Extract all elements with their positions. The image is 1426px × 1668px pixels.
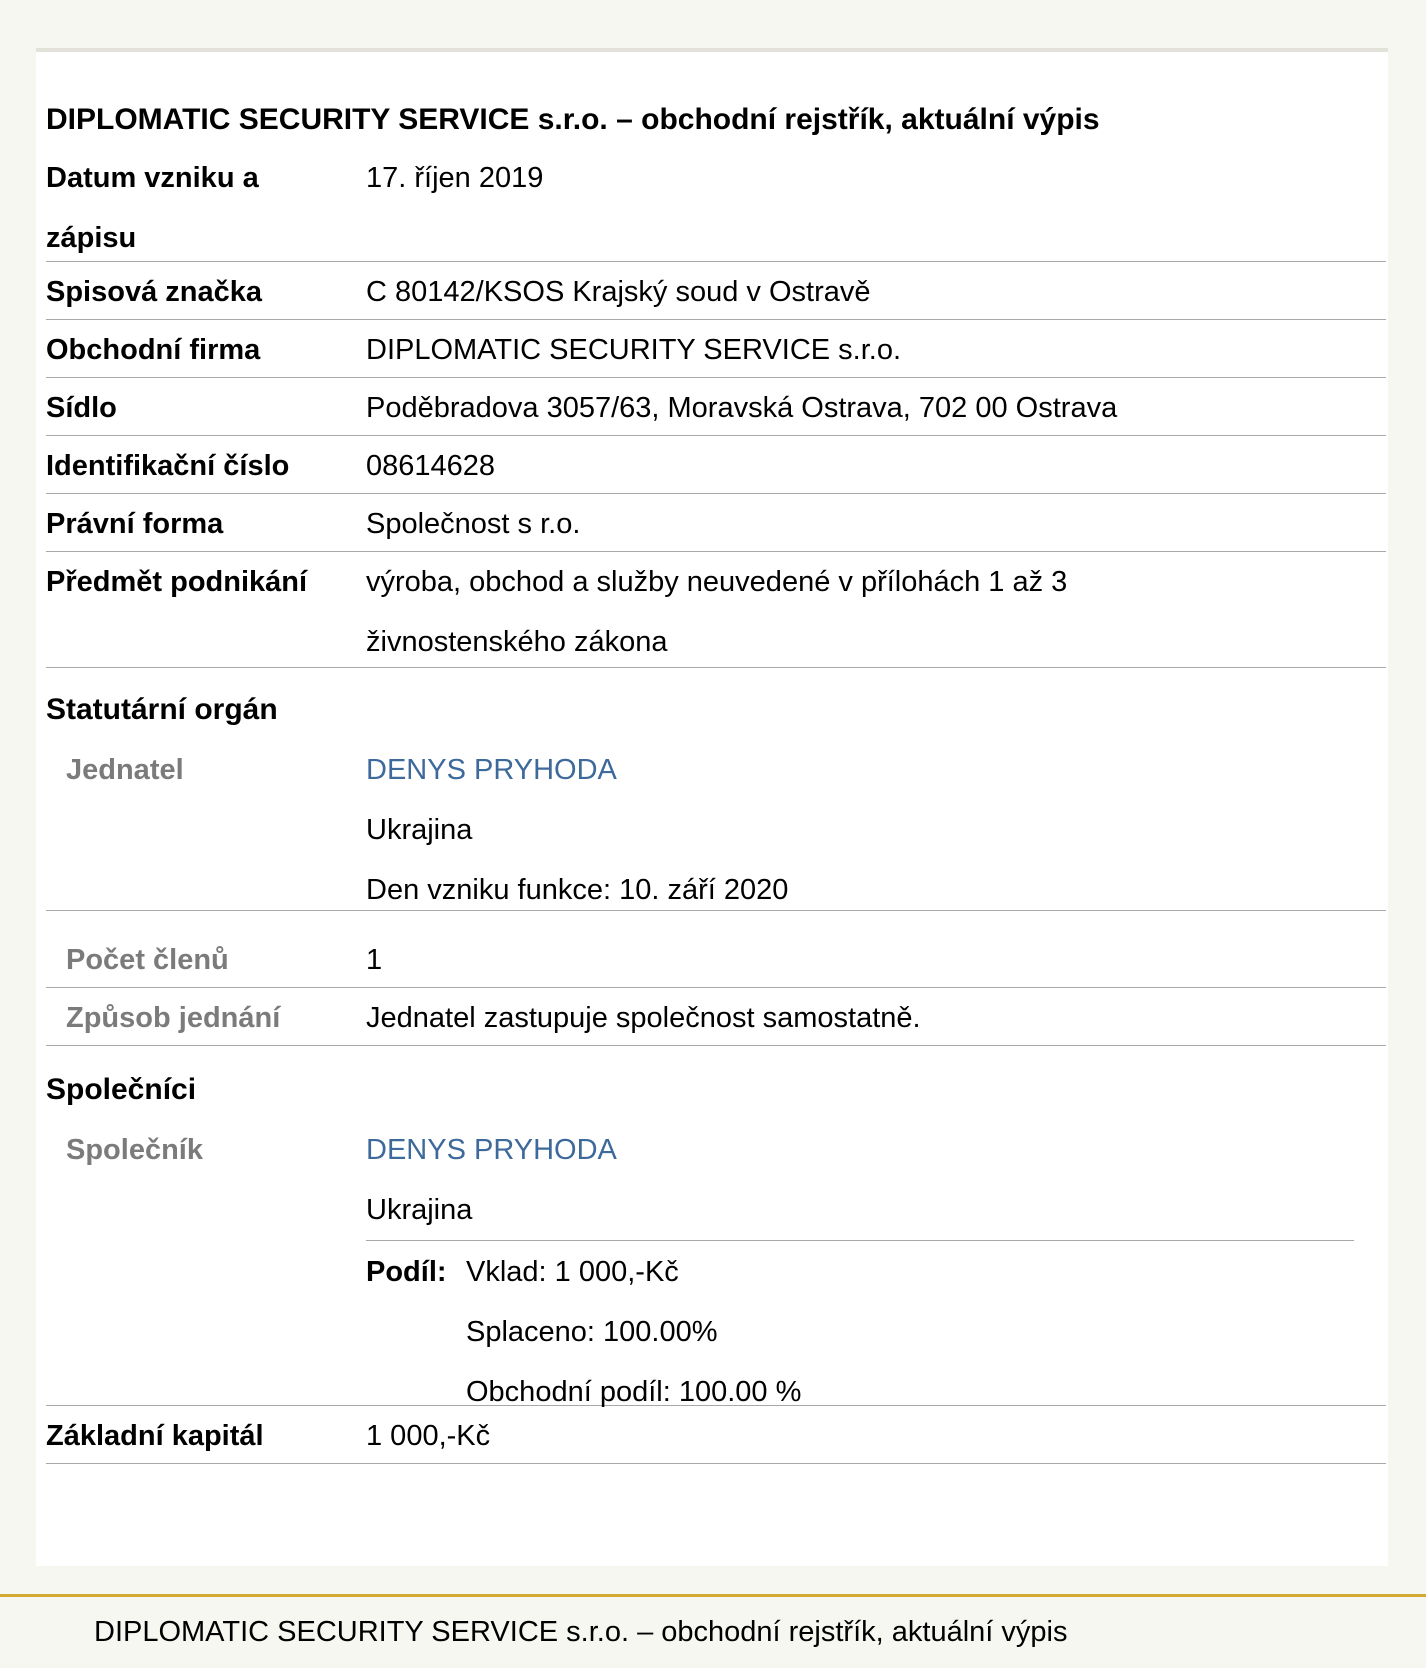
- jednatel-name-link[interactable]: DENYS PRYHODA: [366, 754, 617, 786]
- value-identifikacni-cislo: [366, 436, 1376, 496]
- label-zakladni-kapital: Základní kapitál: [46, 1420, 264, 1452]
- label-pravni-forma: Právní forma: [46, 508, 224, 540]
- row-jednatel: [46, 740, 1386, 911]
- datum-vzniku-text: 17. říjen 2019: [366, 162, 544, 194]
- label-datum-vzniku: Datum vzniku a zápisu: [46, 162, 259, 254]
- row-spolecnik: [46, 1120, 1386, 1406]
- row-pocet-clenu: [46, 930, 1386, 988]
- row-identifikacni-cislo: [46, 436, 1386, 494]
- label-pocet-clenu: Počet členů: [66, 944, 229, 976]
- label-jednatel: Jednatel: [66, 754, 184, 786]
- row-zakladni-kapital: [46, 1406, 1386, 1464]
- value-zakladni-kapital: [366, 1406, 1376, 1466]
- label-spolecnik: Společník: [66, 1134, 203, 1166]
- footer-title: DIPLOMATIC SECURITY SERVICE s.r.o. – obchodní rejstřík, aktuální výpis: [94, 1616, 1068, 1648]
- value-pocet-clenu: [366, 930, 1376, 990]
- row-spisova-znacka: [46, 262, 1386, 320]
- podil-vklad: Vklad: 1 000,-Kč: [466, 1256, 679, 1288]
- extract-card: [36, 48, 1388, 1566]
- value-zpusob-jednani: [366, 988, 1376, 1048]
- podil-splaceno: Splaceno: 100.00%: [466, 1316, 718, 1348]
- zakladni-kapital-text: 1 000,-Kč: [366, 1420, 491, 1452]
- value-pravni-forma: [366, 494, 1376, 554]
- spisova-znacka-text: C 80142/KSOS Krajský soud v Ostravě: [366, 276, 871, 308]
- sidlo-text: Poděbradova 3057/63, Moravská Ostrava, 702 00 Ostrava: [366, 392, 1118, 424]
- value-datum-vzniku: [366, 148, 1376, 208]
- value-predmet-podnikani: [366, 552, 1266, 672]
- spolecnik-country: Ukrajina: [366, 1194, 473, 1226]
- value-spisova-znacka: [366, 262, 1376, 322]
- value-spolecnik: [366, 1120, 1376, 1240]
- section-heading-spolecnici: Společníci: [46, 1073, 197, 1106]
- label-podil: Podíl:: [366, 1256, 447, 1288]
- label-obchodni-firma: Obchodní firma: [46, 334, 261, 366]
- page-title: DIPLOMATIC SECURITY SERVICE s.r.o. – obchodní rejstřík, aktuální výpis: [46, 103, 1100, 136]
- label-zpusob-jednani: Způsob jednání: [66, 1002, 281, 1034]
- spolecnik-name-link[interactable]: DENYS PRYHODA: [366, 1134, 617, 1166]
- row-obchodni-firma: [46, 320, 1386, 378]
- label-predmet-podnikani: Předmět podnikání: [46, 566, 308, 598]
- predmet-podnikani-text: výroba, obchod a služby neuvedené v přílohách 1 až 3 živnostenského zákona: [366, 566, 1068, 658]
- zpusob-jednani-text: Jednatel zastupuje společnost samostatně.: [366, 1002, 921, 1034]
- podil-obchodni: Obchodní podíl: 100.00 %: [466, 1376, 802, 1408]
- label-identifikacni-cislo: Identifikační číslo: [46, 450, 290, 482]
- identifikacni-cislo-text: 08614628: [366, 450, 496, 482]
- section-heading-statutarni-organ: Statutární orgán: [46, 693, 278, 726]
- value-sidlo: [366, 378, 1376, 438]
- footer-accent-line: [0, 1594, 1426, 1597]
- label-sidlo: Sídlo: [46, 392, 117, 424]
- pravni-forma-text: Společnost s r.o.: [366, 508, 581, 540]
- value-obchodni-firma: [366, 320, 1376, 380]
- row-pravni-forma: [46, 494, 1386, 552]
- label-spisova-znacka: Spisová značka: [46, 276, 262, 308]
- row-predmet-podnikani: [46, 552, 1386, 668]
- row-zpusob-jednani: [46, 988, 1386, 1046]
- obchodni-firma-text: DIPLOMATIC SECURITY SERVICE s.r.o.: [366, 334, 902, 366]
- row-datum-vzniku: [46, 148, 1386, 262]
- pocet-clenu-text: 1: [366, 944, 383, 976]
- value-podil: [466, 1242, 801, 1422]
- jednatel-den-vzniku-funkce: Den vzniku funkce: 10. září 2020: [366, 874, 789, 906]
- value-jednatel: [366, 740, 1376, 920]
- spolecnik-divider: [366, 1240, 1354, 1241]
- row-sidlo: [46, 378, 1386, 436]
- jednatel-country: Ukrajina: [366, 814, 473, 846]
